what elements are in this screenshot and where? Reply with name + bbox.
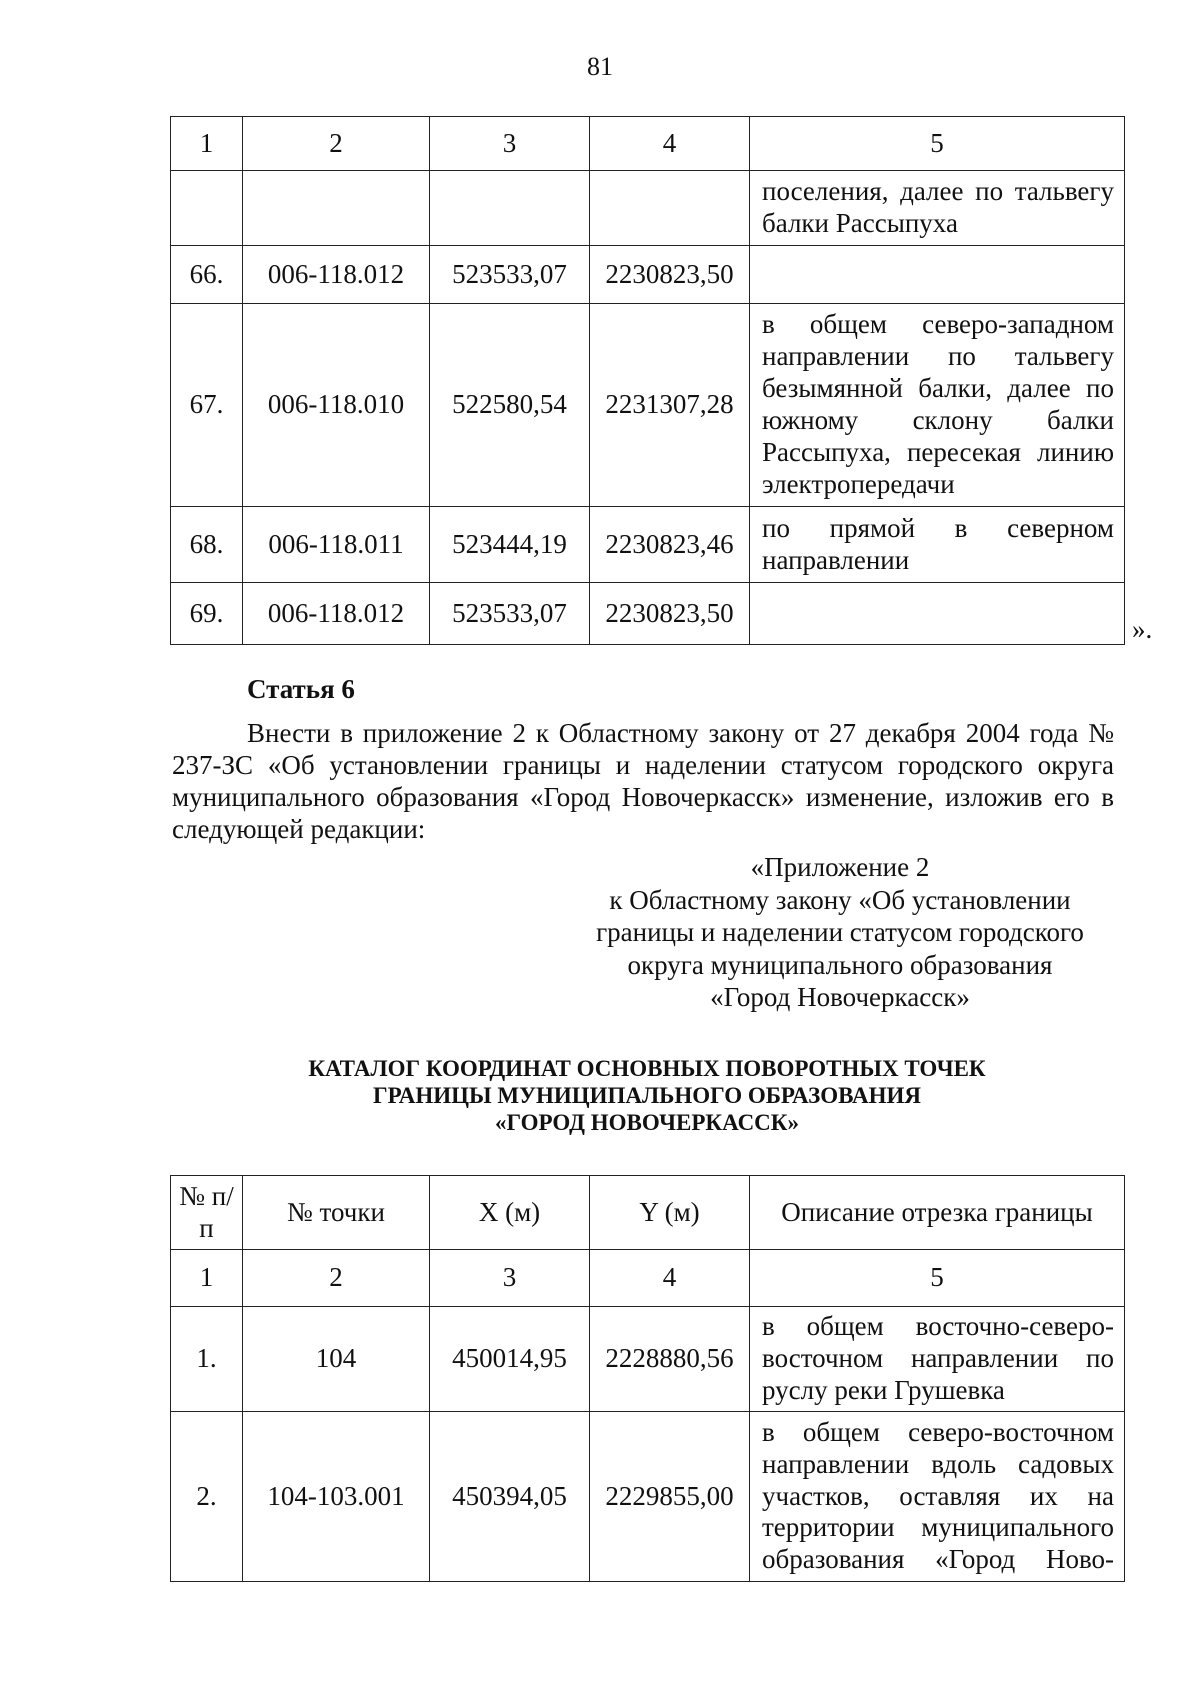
x-coordinate: 450014,95 <box>430 1307 590 1412</box>
table-row <box>171 246 1125 304</box>
coordinates-table-continued <box>170 116 1125 645</box>
y-coordinate: 2231307,28 <box>590 304 750 507</box>
catalog-title <box>170 1055 1124 1136</box>
header-y: Y (м) <box>590 1176 750 1250</box>
boundary-description: в общем северо-восточном направлении вдоль садовых участков, оставляя их на территории муниципального образования «Город Ново- <box>750 1412 1125 1582</box>
y-coordinate: 2230823,50 <box>590 246 750 304</box>
appendix-line: округа муниципального образования <box>627 949 1053 980</box>
column-number: 1 <box>171 1250 243 1307</box>
column-number-row <box>171 1250 1125 1307</box>
column-number: 5 <box>750 1250 1125 1307</box>
x-coordinate: 450394,05 <box>430 1412 590 1582</box>
column-header-row <box>171 1176 1125 1250</box>
column-number: 4 <box>590 117 750 171</box>
column-number: 2 <box>243 117 430 171</box>
header-description: Описание отрезка границы <box>750 1176 1125 1250</box>
boundary-description <box>750 583 1125 645</box>
row-number <box>171 171 243 246</box>
table-row <box>171 1307 1125 1412</box>
point-number <box>243 171 430 246</box>
x-coordinate: 522580,54 <box>430 304 590 507</box>
row-number: 2. <box>171 1412 243 1582</box>
column-number: 3 <box>430 1250 590 1307</box>
article-heading: Статья 6 <box>247 674 355 704</box>
column-number: 3 <box>430 117 590 171</box>
point-number: 104 <box>243 1307 430 1412</box>
article-paragraph: Внести в приложение 2 к Областному закону от 27 декабря 2004 года № 237-ЗС «Об установлении границы и наделении статусом городского округа муниципального образования «Город Новочеркасск» изменение, изложив его в следующей редакции: <box>172 718 1114 844</box>
boundary-description: в общем северо-западном направлении по тальвегу безымянной балки, далее по южному склону балки Рассыпуха, пересекая линию электропередачи <box>750 304 1125 507</box>
y-coordinate: 2228880,56 <box>590 1307 750 1412</box>
coordinates-catalog-table <box>170 1175 1125 1582</box>
table-row <box>171 583 1125 645</box>
boundary-description: по прямой в северном направлении <box>750 507 1125 583</box>
point-number: 006-118.010 <box>243 304 430 507</box>
row-number: 69. <box>171 583 243 645</box>
x-coordinate: 523533,07 <box>430 583 590 645</box>
boundary-description <box>750 246 1125 304</box>
x-coordinate <box>430 171 590 246</box>
y-coordinate: 2230823,46 <box>590 507 750 583</box>
point-number: 006-118.012 <box>243 583 430 645</box>
row-number: 66. <box>171 246 243 304</box>
boundary-description: поселения, далее по тальвегу балки Рассыпуха <box>750 171 1125 246</box>
table-row <box>171 1412 1125 1582</box>
appendix-line: к Областному закону «Об установлении <box>609 884 1071 915</box>
column-number-row <box>171 117 1125 171</box>
point-number: 104-103.001 <box>243 1412 430 1582</box>
x-coordinate: 523533,07 <box>430 246 590 304</box>
row-number: 67. <box>171 304 243 507</box>
appendix-reference <box>560 851 1120 1014</box>
header-point-number: № точки <box>243 1176 430 1250</box>
closing-quote: ». <box>1132 614 1153 644</box>
y-coordinate <box>590 171 750 246</box>
table-row <box>171 171 1125 246</box>
page-number: 81 <box>587 52 613 81</box>
table-row <box>171 507 1125 583</box>
appendix-line: «Город Новочеркасск» <box>710 982 970 1012</box>
row-number: 68. <box>171 507 243 583</box>
x-coordinate: 523444,19 <box>430 507 590 583</box>
appendix-line: «Приложение 2 <box>750 852 930 882</box>
catalog-title-line: «ГОРОД НОВОЧЕРКАССК» <box>495 1110 799 1135</box>
catalog-title-line: КАТАЛОГ КООРДИНАТ ОСНОВНЫХ ПОВОРОТНЫХ ТОЧЕК <box>308 1056 986 1081</box>
appendix-line: границы и наделении статусом городского <box>596 917 1084 947</box>
y-coordinate: 2229855,00 <box>590 1412 750 1582</box>
header-row-number: № п/п <box>171 1176 243 1250</box>
point-number: 006-118.012 <box>243 246 430 304</box>
column-number: 2 <box>243 1250 430 1307</box>
boundary-description: в общем восточно-северо-восточном направлении по руслу реки Грушевка <box>750 1307 1125 1412</box>
column-number: 5 <box>750 117 1125 171</box>
column-number: 4 <box>590 1250 750 1307</box>
catalog-title-line: ГРАНИЦЫ МУНИЦИПАЛЬНОГО ОБРАЗОВАНИЯ <box>373 1083 921 1108</box>
header-x: X (м) <box>430 1176 590 1250</box>
column-number: 1 <box>171 117 243 171</box>
table-row <box>171 304 1125 507</box>
point-number: 006-118.011 <box>243 507 430 583</box>
row-number: 1. <box>171 1307 243 1412</box>
y-coordinate: 2230823,50 <box>590 583 750 645</box>
